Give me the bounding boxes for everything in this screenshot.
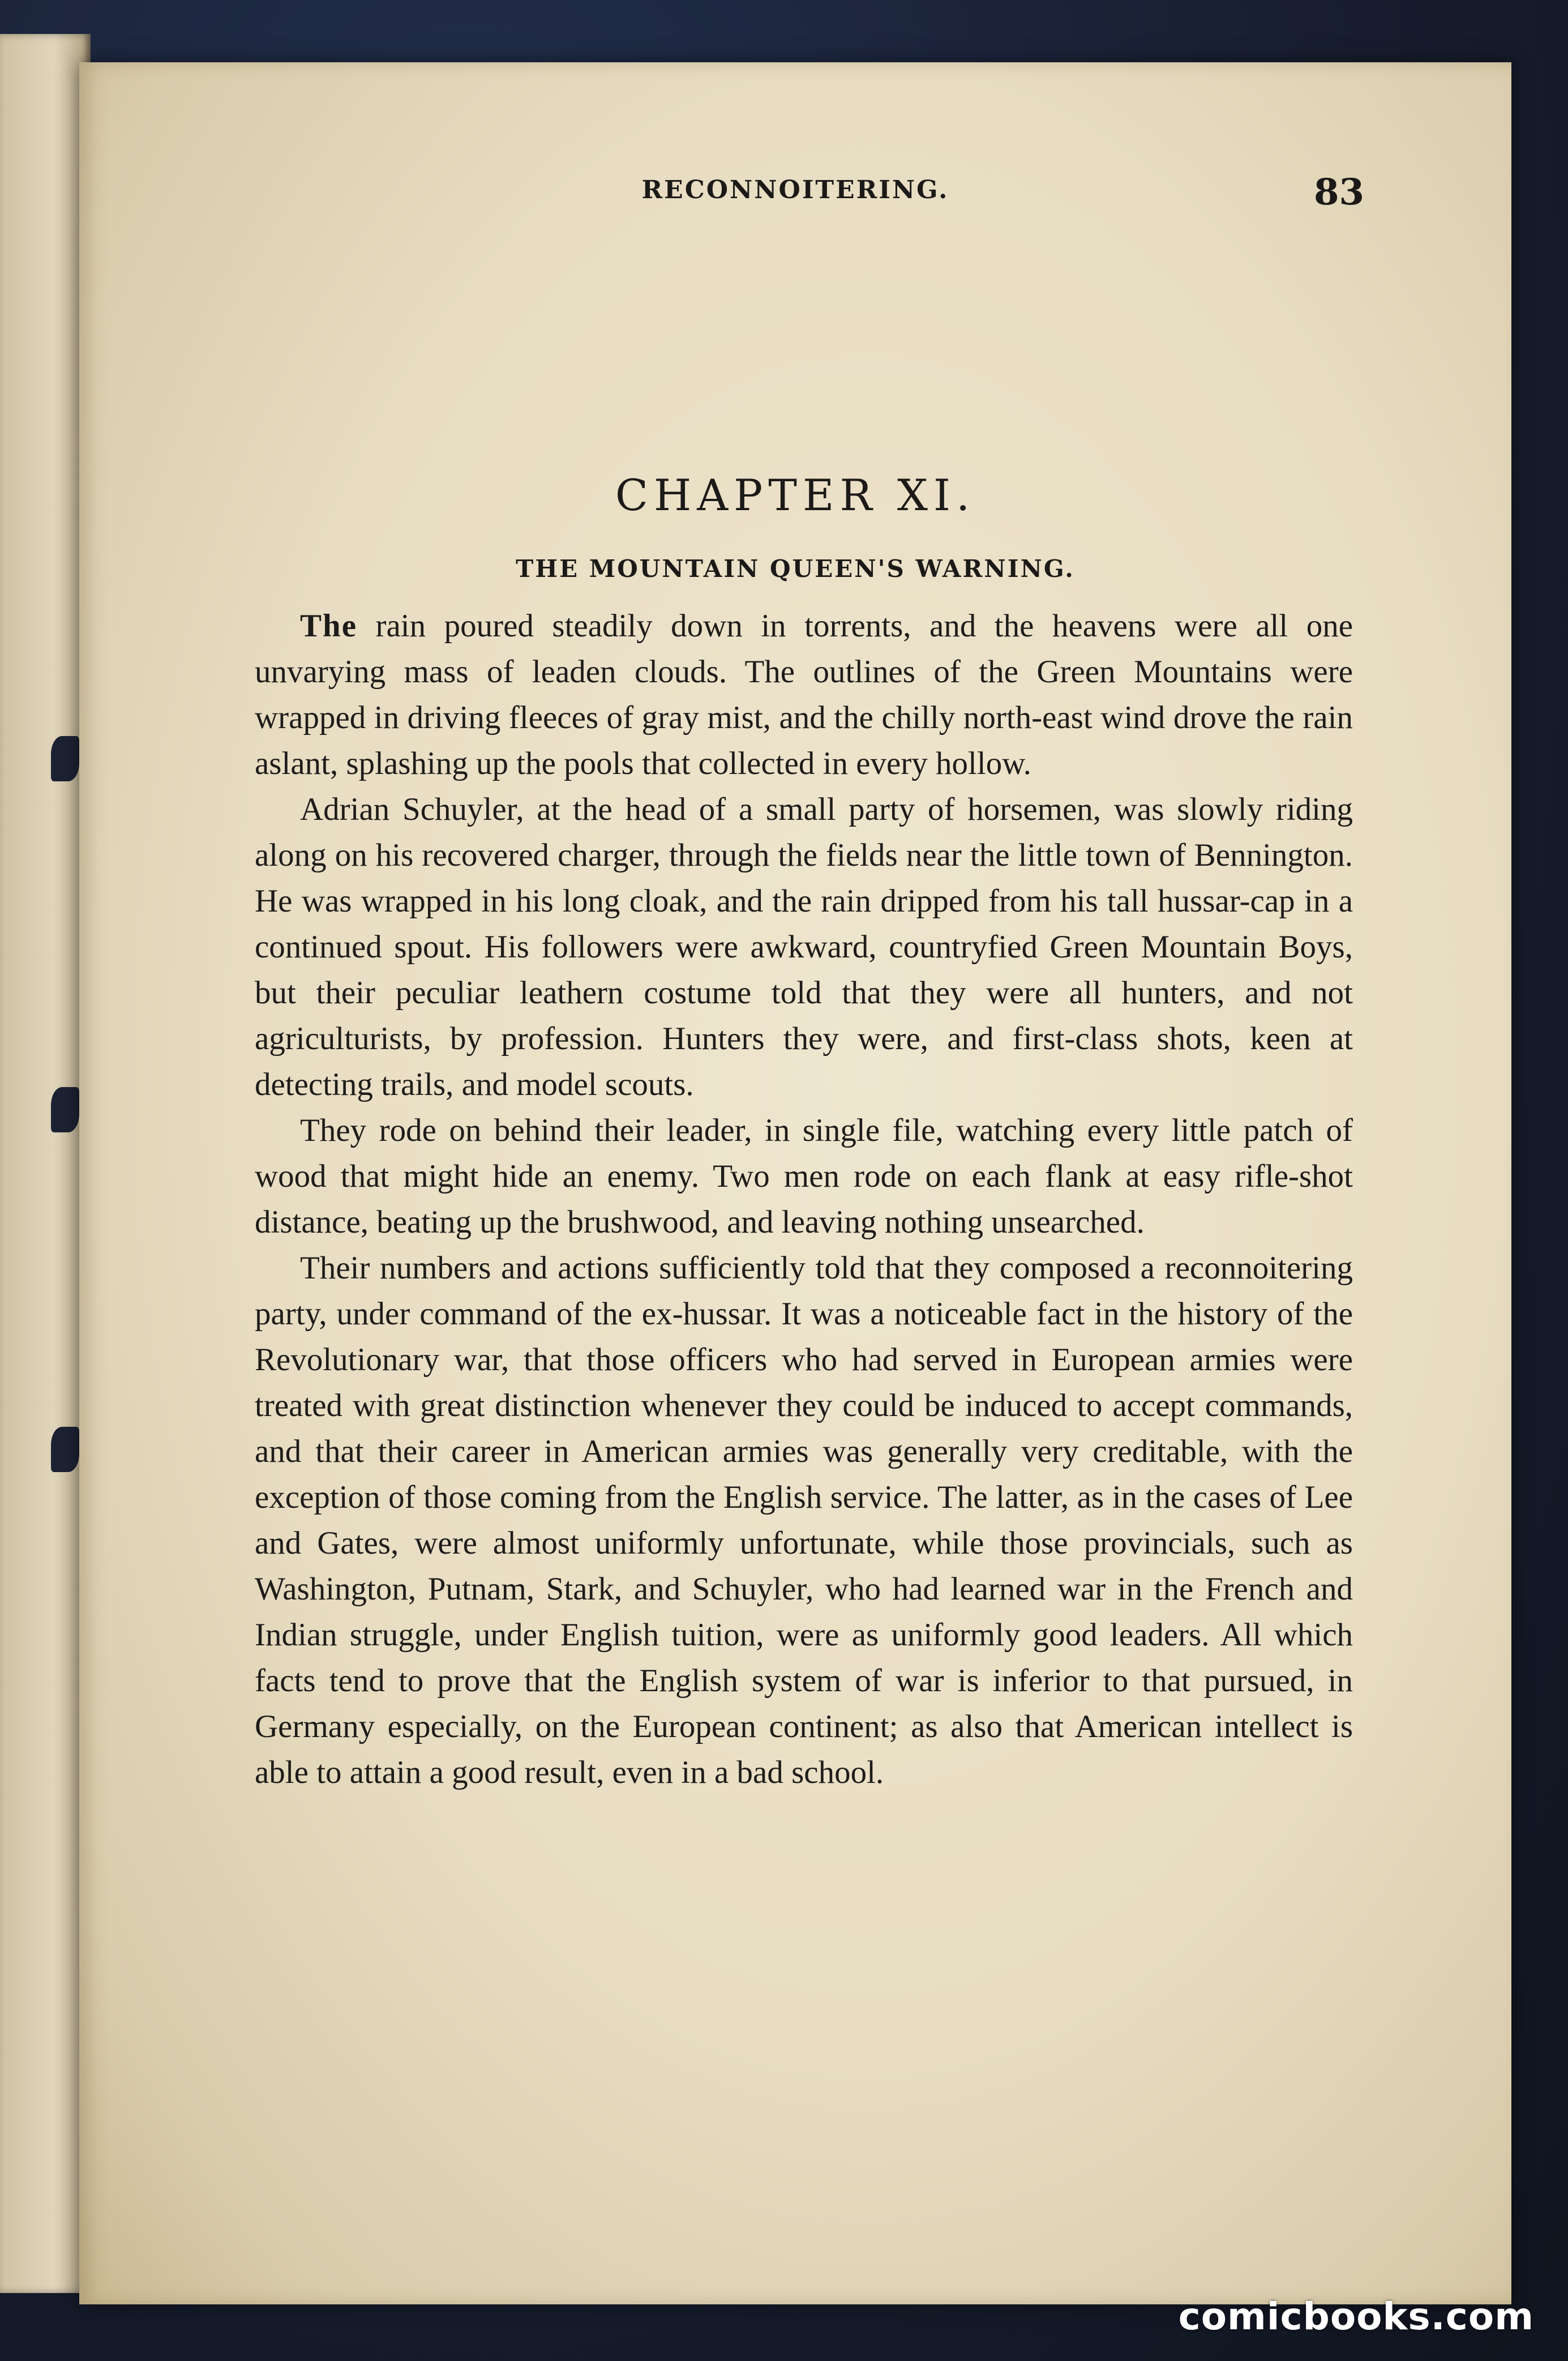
- paragraph: Adrian Schuyler, at the head of a small party of horsemen, was slowly riding along on his recovered charger, through the fields near the little town of Bennington. He was wrapped in his long cloak, and the rain dripped from his tall hussar-cap in a continued spout. His followers were awkward, countryfied Green Mountain Boys, but their peculiar leathern costume told that they were all hunters, and not agriculturists, by profession. Hunters they were, and first-class shots, keen at detecting trails, and model scouts.: [255, 792, 1353, 1102]
- chapter-subtitle: THE MOUNTAIN QUEEN'S WARNING.: [516, 555, 1075, 583]
- page-header: [79, 171, 1511, 221]
- paragraph: Their numbers and actions sufficiently told that they composed a reconnoitering party, under command of the ex-hussar. It was a noticeable fact in the history of the Revolutionary war, that those officers who had served in European armies were treated with great distinction whenever they could be induced to accept commands, and that their career in American armies was generally very creditable, with the exception of those coming from the English service. The latter, as in the cases of Lee and Gates, were almost uniformly unfortunate, while those provincials, such as Washington, Putnam, Stark, and Schuyler, who had learned war in the French and Indian struggle, under English tuition, were as uniformly good leaders. All which facts tend to prove that the English system of war is inferior to that pursued, in Germany especially, on the European continent; as also that American intellect is able to attain a good result, even in a bad school.: [255, 1250, 1353, 1790]
- page-tear: [51, 1087, 79, 1132]
- page-number: 83: [1313, 171, 1364, 213]
- body-text: [255, 603, 1353, 1795]
- paragraph: They rode on behind their leader, in single file, watching every little patch of wood that might hide an enemy. Two men rode on each flank at easy rifle-shot distance, beating up the brushwood, and leaving nothing unsearched.: [255, 1113, 1353, 1240]
- chapter-title: CHAPTER XI.: [615, 470, 976, 520]
- running-head: RECONNOITERING.: [641, 176, 949, 204]
- previous-page-edge: [0, 34, 91, 2293]
- paragraph-lead: The: [300, 608, 358, 644]
- site-watermark: comicbooks.com: [1178, 2295, 1534, 2338]
- paragraph: [255, 603, 1353, 786]
- book-page: [79, 62, 1511, 2304]
- page-tear: [51, 1427, 79, 1472]
- paragraph-text: rain poured steadily down in torrents, and the heavens were all one unvarying mass of leaden clouds. The outlines of the Green Mountains were wrapped in driving fleeces of gray mist, and the chilly north-east wind drove the rain aslant, splashing up the pools that collected in every hollow.: [255, 608, 1353, 781]
- page-tear: [51, 736, 79, 781]
